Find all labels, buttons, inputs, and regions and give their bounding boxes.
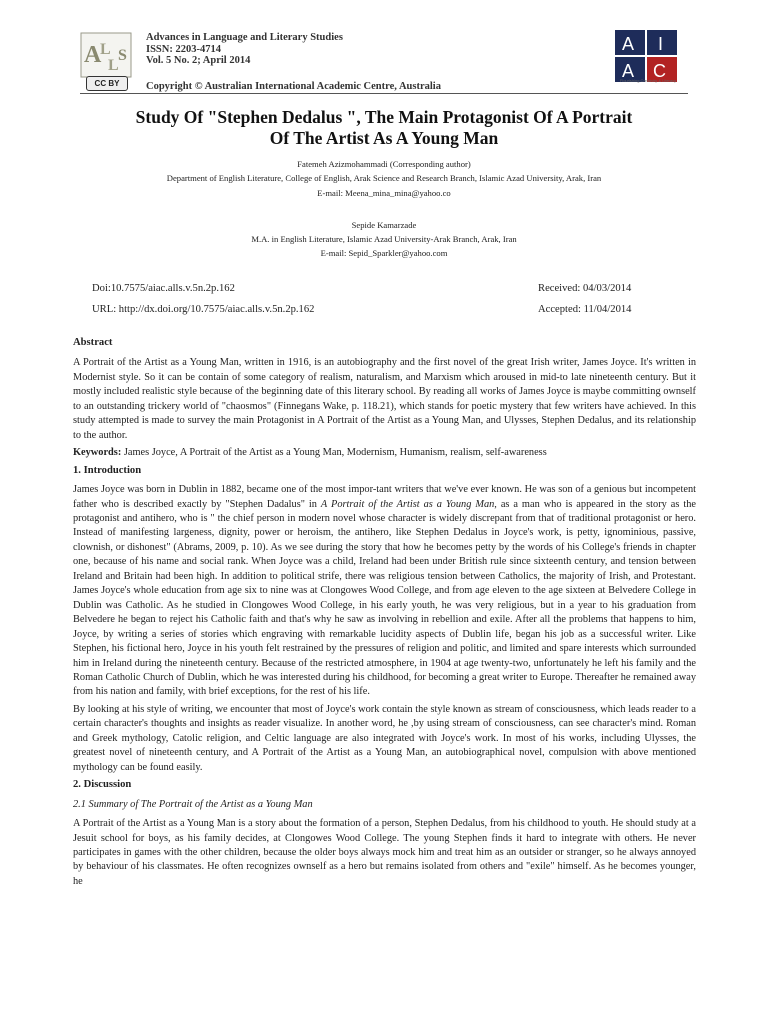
svg-text:L: L	[108, 57, 119, 74]
intro-p1-part-a: James Joyce was born in Dublin in 1882, became one of the most impor-tant writers that we've ever known. He was son of a genious but incompetent father who is described exactly by "Stephen Dadalus" in	[73, 484, 696, 510]
author-1-affiliation: Department of English Literature, College of English, Arak Science and Research Branch, Islamic Azad University, Arak, Iran	[166, 173, 602, 184]
svg-text:A: A	[84, 42, 102, 68]
intro-p1-book-title: A Portrait of the Artist as a Young Man	[320, 498, 495, 510]
discussion-subheading: 2.1 Summary of The Portrait of the Artist as a Young Man	[73, 798, 313, 810]
journal-info	[146, 32, 343, 67]
svg-text:A: A	[622, 34, 635, 54]
keywords-text: James Joyce, A Portrait of the Artist as a Young Man, Modernism, Humanism, realism, self-awareness	[121, 447, 547, 459]
keywords	[73, 446, 696, 460]
aiac-tagline: Flourishing Creativity & Literacy	[619, 78, 677, 83]
journal-name: Advances in Language and Literary Studies	[146, 32, 343, 43]
abstract-text: A Portrait of the Artist as a Young Man, written in 1916, is an autobiography and the first novel of the great Irish writer, James Joyce. It's written in Modernist style. So it can be contain of some category of realism, naturalism, and Marxism which aroused in mid-to late nineteenth century. But it mostly included realistic style because of the beginning date of this literary school. By reading all works of James Joyce is maybe committing ownself to an outstanding trickery world of "chaosmos" (Finnegans Wake, p. 118.21), which stands for poetic mystery that few writers have achieved. In this study attempted is made to survey the main Protagonist in A Portrait of the Artist as a Young Man, and Ulysses, Stephen Dedalus, and its relationship to the author.	[73, 357, 696, 441]
cc-license-icon	[86, 76, 128, 91]
author-2-email[interactable]: E-mail: Sepid_Sparkler@yahoo.com	[320, 248, 448, 259]
title-line-1: Study Of "Stephen Dedalus ", The Main Protagonist Of A Portrait	[135, 107, 633, 127]
discussion-heading: 2. Discussion	[73, 779, 132, 791]
intro-p1-part-b: , as a man who is appeared in the story as the protagonist and antihero, who is " the chief person in modern novel whose character is widely discrepant from that of traditional protagonist or hero. Instead of manifesting largeness, dignity, power or heroism, the antihero, like Stephen Dedalus in Joyce's work, is petty, ignominious, passive, clownish, or dishonest" (Abrams, 2009, p. 10). As we see during the story that how he becomes petty by the words of his College's friends in chapter one, because of his name and social rank. When Joyce was a child, Ireland had been under British rule since sixteenth century, and tension between Ireland and Britain had been high. In addition to political strife, there was religious tension between Catholics, the majority of Irish, and Protestant. James Joyce's whole education from age six to nine was at Clongowes Wood College, and from age eleven to the age sixteen at Belvedere College in Dublin was Catholic. As he studied in Clongowes Wood College, in his early youth, he was very religious, but in a year to his graduation from Belvedere he began to reject his Catholic faith and that's why he saw as involving in rebellion and exile. After all the problems that happens to him, Joyce, by writing a series of stories which engraving with remarkable lucidity aspects of Dublin life, began his job as a successful writer. Like Stephen, his fictional hero, Joyce in his youth felt restrained by the pressures of religion and politic, and limited and spare interests which surrounded him in Ireland during the nineteenth century. Because of the restricted atmosphere, in 1904 at age twenty-two, unfortunately he left his family and the Roman Catholic Church of Dublin, which he was interested during his childhood, for becoming a great writer to Europe. Thereafter he remained away from his nation and family, with brief exceptions, for the rest of his life.	[73, 498, 696, 698]
doi-row	[92, 283, 652, 294]
abstract-heading: Abstract	[73, 337, 113, 348]
svg-text:L: L	[100, 41, 111, 58]
url-row	[92, 304, 652, 315]
alls-logo	[80, 32, 132, 78]
paper-title	[60, 107, 708, 149]
keywords-label: Keywords:	[73, 447, 122, 459]
journal-volume: Vol. 5 No. 2; April 2014	[146, 55, 251, 66]
accepted-date: Accepted: 11/04/2014	[538, 304, 632, 315]
doi[interactable]: Doi:10.7575/aiac.alls.v.5n.2p.162	[92, 283, 235, 294]
svg-text:S: S	[118, 47, 127, 64]
cc-badge-text: CC BY	[94, 79, 120, 88]
intro-paragraph-2: By looking at his style of writing, we encounter that most of Joyce's work contain the style known as stream of consciousness, which leads reader to a certain character's thoughts and insights as reader visualize. In another word, he ,by using stream of consciousness, can see character's mind. Roman and Greek mythology, Catolic religion, and Celtic language are also integrated with Joyce's work. In most of his works, including Ulysses, the greatest novel of nineteenth century, and A Portrait of the Artist as a Young Man, an autobiographical novel, compulsion with above mentioned mythology can be found easily.	[73, 703, 696, 773]
copyright-line: Copyright © Australian International Academic Centre, Australia	[146, 81, 441, 92]
svg-text:I: I	[658, 34, 664, 54]
header-divider	[80, 93, 688, 94]
paper-body	[73, 336, 696, 889]
author-1-email[interactable]: E-mail: Meena_mina_mina@yahoo.co	[317, 187, 451, 198]
author-1-name: Fatemeh Azizmohammadi (Corresponding author)	[297, 159, 471, 169]
journal-issn: ISSN: 2203-4714	[146, 43, 221, 55]
received-date: Received: 04/03/2014	[538, 283, 632, 294]
aiac-logo	[615, 30, 679, 82]
svg-text:A: A	[622, 61, 635, 81]
discussion-paragraph-1: A Portrait of the Artist as a Young Man is a story about the formation of a person, Stephen Dedalus, from his childhood to youth. He should study at a Jesuit school for boys, as his family decides, at Clongowes Wood College. The young Stephen finds it hard to integrate with others. He never participates in games with the other children, because the older boys always mock him and treat him as an outsider or stranger, so he always annoyed by behaviour of his classmates. He often recognizes ownself as a hero but remains isolated from others and "exile" himself. As he becomes younger, he	[73, 818, 696, 887]
author-2-name: Sepide Kamarzade	[351, 219, 417, 230]
title-line-2: Of The Artist As A Young Man	[269, 128, 499, 148]
journal-header	[80, 32, 690, 94]
svg-text:C: C	[653, 61, 666, 81]
author-2-affiliation: M.A. in English Literature, Islamic Azad University-Arak Branch, Arak, Iran	[251, 234, 517, 245]
author-block	[60, 157, 708, 261]
intro-paragraph-1	[73, 483, 696, 700]
intro-heading: 1. Introduction	[73, 464, 142, 476]
url[interactable]: URL: http://dx.doi.org/10.7575/aiac.alls.v.5n.2p.162	[92, 304, 315, 315]
